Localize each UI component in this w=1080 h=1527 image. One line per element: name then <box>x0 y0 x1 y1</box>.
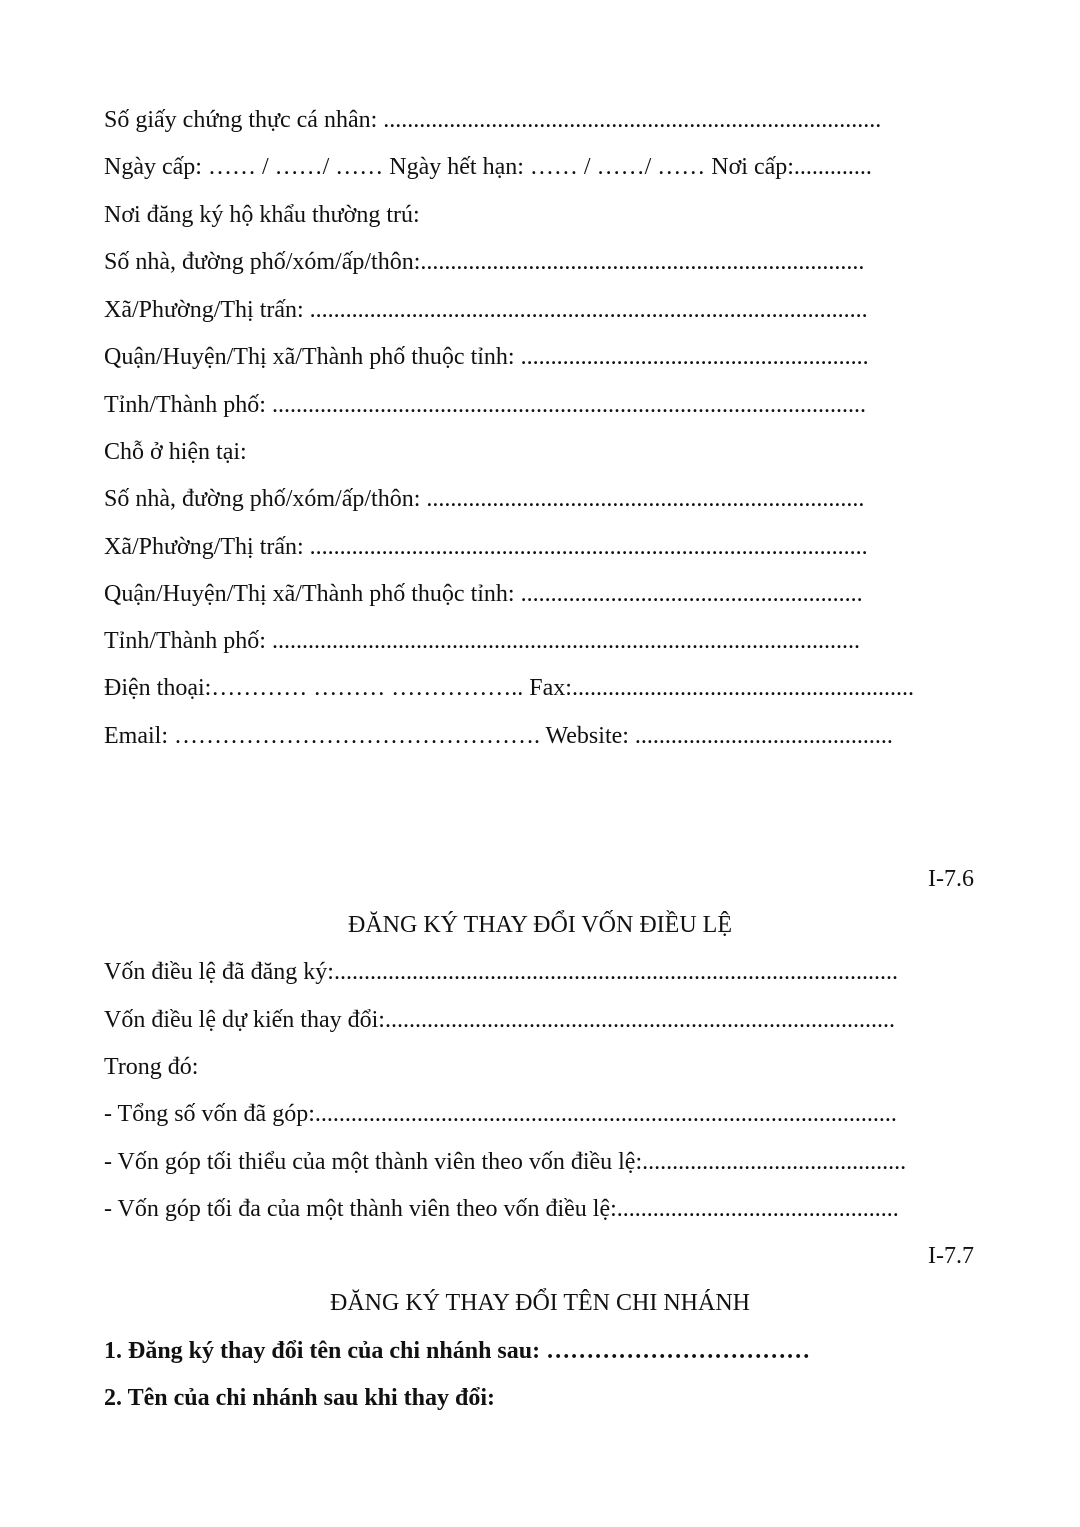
branch-current-name-line: 1. Đăng ký thay đổi tên của chi nhánh sau: …………………………… <box>104 1338 811 1364</box>
branch-new-name-line: 2. Tên của chi nhánh sau khi thay đổi: <box>104 1385 496 1411</box>
min-contribution-line: - Vốn góp tối thiểu của một thành viên theo vốn điều lệ:............................................ <box>104 1149 907 1175</box>
registered-capital-line: Vốn điều lệ đã đăng ký:.............................................................................................. <box>104 959 898 985</box>
max-contribution-line: - Vốn góp tối đa của một thành viên theo vốn điều lệ:............................................... <box>104 1196 899 1222</box>
phone-fax-line: Điện thoại:………… ……… …………….. Fax:......................................................... <box>104 675 914 701</box>
current-district-line: Quận/Huyện/Thị xã/Thành phố thuộc tỉnh: ......................................................... <box>104 581 863 607</box>
current-street-line: Số nhà, đường phố/xóm/ấp/thôn: ......................................................................... <box>104 486 865 512</box>
current-province-line: Tỉnh/Thành phố: .................................................................................................. <box>104 628 860 654</box>
total-contributed-line: - Tổng số vốn đã góp:................................................................................................. <box>104 1101 897 1127</box>
permanent-residence-heading: Nơi đăng ký hộ khẩu thường trú: <box>104 202 420 228</box>
current-residence-heading: Chỗ ở hiện tại: <box>104 439 247 465</box>
permanent-street-line: Số nhà, đường phố/xóm/ấp/thôn:.......................................................................... <box>104 249 865 275</box>
permanent-province-line: Tỉnh/Thành phố: ................................................................................................... <box>104 392 866 418</box>
section-code-i-7-6: I-7.6 <box>928 866 974 892</box>
in-which-label: Trong đó: <box>104 1054 199 1080</box>
issue-dates-line: Ngày cấp: …… / ……/ …… Ngày hết hạn: …… / ……/ …… Nơi cấp:............. <box>104 154 872 180</box>
expected-capital-line: Vốn điều lệ dự kiến thay đổi:..................................................................................... <box>104 1007 895 1033</box>
section-title-charter-capital: ĐĂNG KÝ THAY ĐỔI VỐN ĐIỀU LỆ <box>348 912 732 938</box>
email-website-line: Email: ………………………………………. Website: ........................................... <box>104 723 893 749</box>
current-ward-line: Xã/Phường/Thị trấn: ............................................................................................. <box>104 534 868 560</box>
section-code-i-7-7: I-7.7 <box>928 1243 974 1269</box>
id-number-line: Số giấy chứng thực cá nhân: ................................................................................... <box>104 107 882 133</box>
section-title-branch-name: ĐĂNG KÝ THAY ĐỔI TÊN CHI NHÁNH <box>330 1290 750 1316</box>
permanent-district-line: Quận/Huyện/Thị xã/Thành phố thuộc tỉnh: .......................................................... <box>104 344 869 370</box>
permanent-ward-line: Xã/Phường/Thị trấn: ............................................................................................. <box>104 297 868 323</box>
